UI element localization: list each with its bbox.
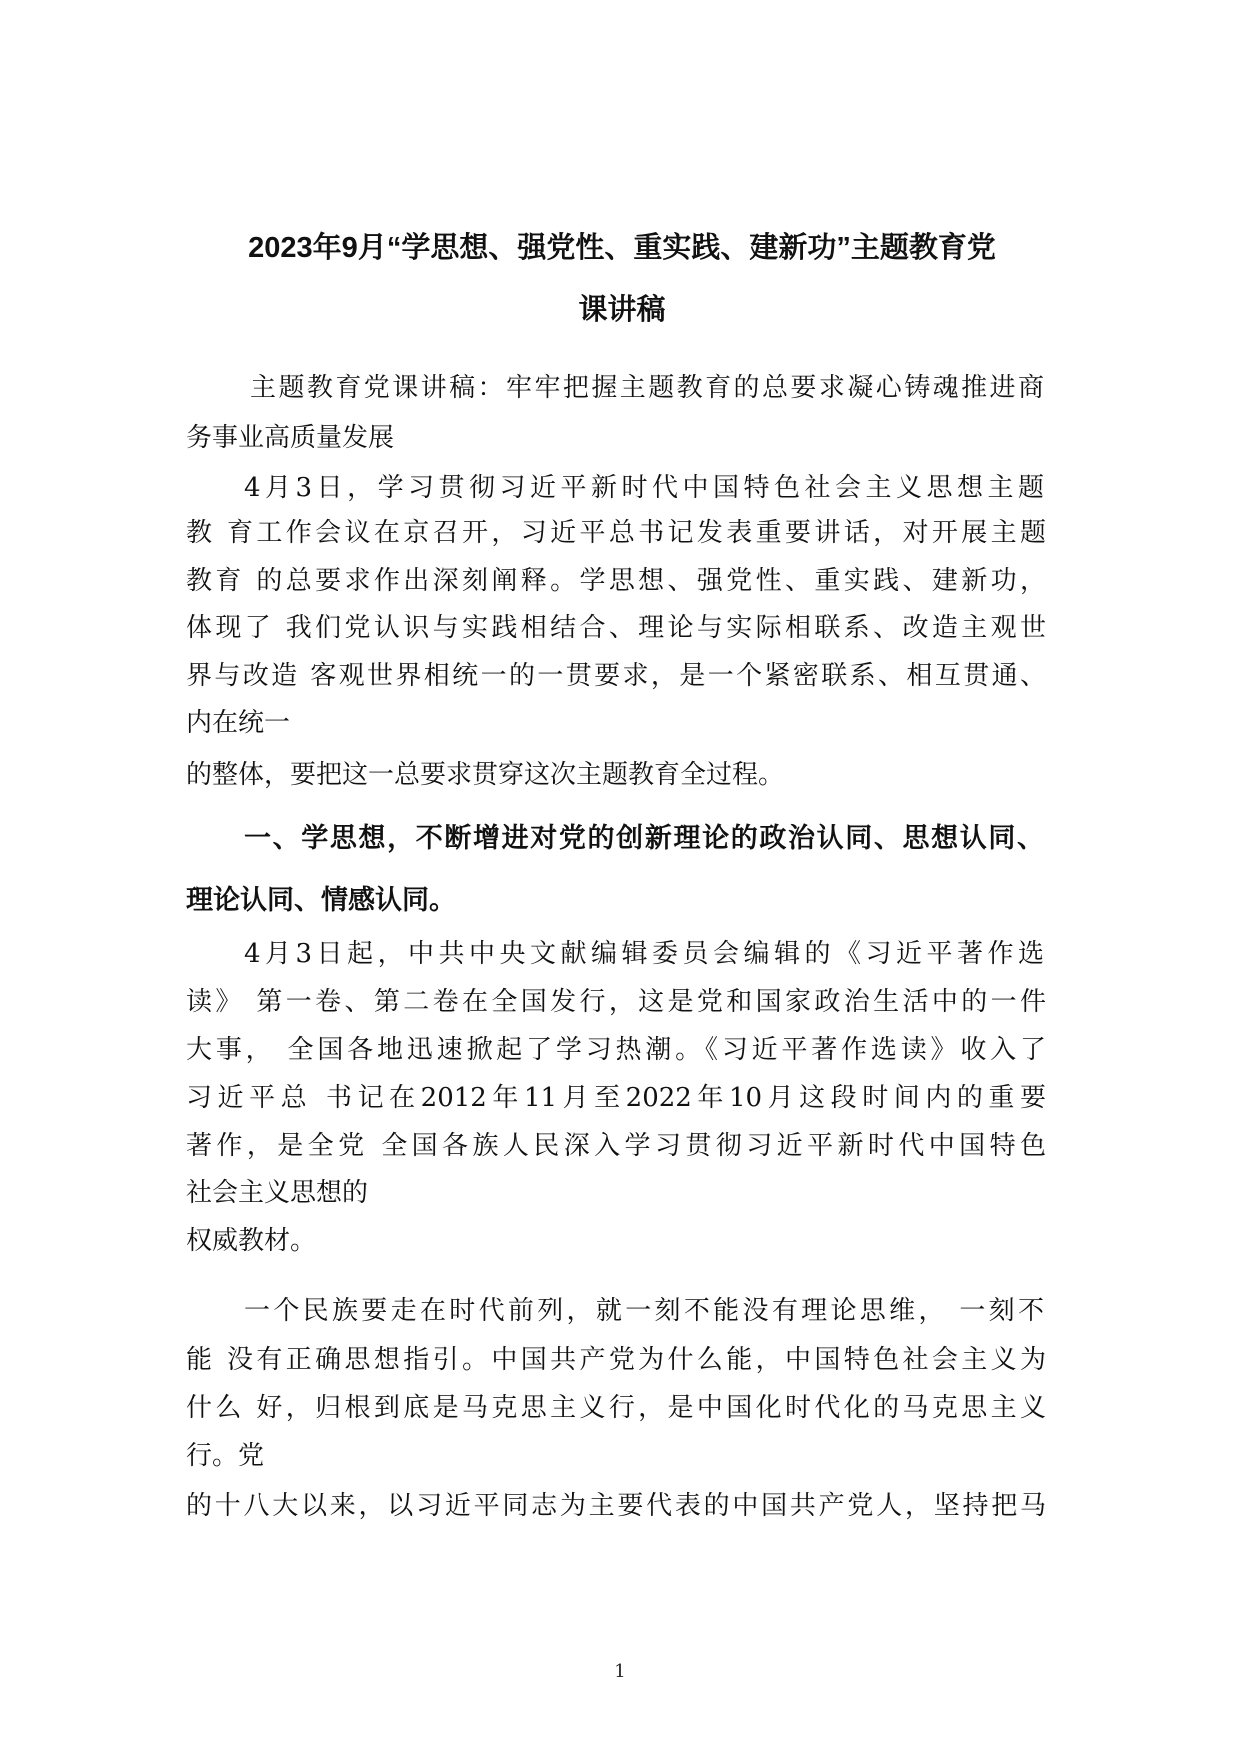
paragraph-3-line-2: 读》 第一卷、第二卷在全国发行，这是党和国家政治生活中的一件 — [186, 987, 1046, 1017]
paragraph-2-line-3: 教育 的总要求作出深刻阐释。学思想、强党性、重实践、建新功， — [186, 566, 1046, 596]
paragraph-3-line-6: 社会主义思想的 — [186, 1178, 369, 1208]
paragraph-3-line-7: 权威教材。 — [186, 1226, 317, 1256]
paragraph-3-line-1: 4月3日起，中共中央文献编辑委员会编辑的《习近平著作选 — [244, 939, 1044, 969]
paragraph-4-line-4: 行。党 — [186, 1441, 265, 1471]
paragraph-3-line-4: 习近平总 书记在2012年11月至2022年10月这段时间内的重要 — [186, 1083, 1046, 1113]
page-number: 1 — [614, 1661, 626, 1682]
paragraph-4-line-5: 的十八大以来，以习近平同志为主要代表的中国共产党人，坚持把马 — [186, 1491, 1046, 1521]
section-heading-1-line-2: 理论认同、情感认同。 — [186, 885, 456, 915]
paragraph-4-line-1: 一个民族要走在时代前列，就一刻不能没有理论思维， 一刻不 — [244, 1296, 1044, 1326]
paragraph-2-line-7: 的整体，要把这一总要求贯穿这次主题教育全过程。 — [186, 760, 785, 790]
paragraph-1-line-2: 务事业高质量发展 — [186, 423, 395, 453]
paragraph-2-line-5: 界与改造 客观世界相统一的一贯要求，是一个紧密联系、相互贯通、 — [186, 661, 1046, 691]
document-title-line-2: 课讲稿 — [578, 294, 666, 326]
paragraph-1-line-1: 主题教育党课讲稿：牢牢把握主题教育的总要求凝心铸魂推进商 — [250, 373, 1044, 403]
paragraph-4-line-2: 能 没有正确思想指引。中国共产党为什么能，中国特色社会主义为 — [186, 1345, 1046, 1375]
paragraph-2-line-2: 教 育工作会议在京召开，习近平总书记发表重要讲话，对开展主题 — [186, 518, 1046, 548]
paragraph-2-line-1: 4月3日，学习贯彻习近平新时代中国特色社会主义思想主题 — [244, 473, 1044, 503]
paragraph-2-line-4: 体现了 我们党认识与实践相结合、理论与实际相联系、改造主观世 — [186, 613, 1046, 643]
document-title-line-1: 2023年9月“学思想、强党性、重实践、建新功”主题教育党 — [248, 232, 996, 264]
paragraph-3-line-5: 著作，是全党 全国各族人民深入学习贯彻习近平新时代中国特色 — [186, 1131, 1046, 1161]
paragraph-4-line-3: 什么 好，归根到底是马克思主义行，是中国化时代化的马克思主义 — [186, 1393, 1046, 1423]
paragraph-2-line-6: 内在统一 — [186, 708, 291, 738]
paragraph-3-line-3: 大事， 全国各地迅速掀起了学习热潮。《习近平著作选读》收入了 — [186, 1035, 1046, 1065]
section-heading-1-line-1: 一、学思想，不断增进对党的创新理论的政治认同、思想认同、 — [244, 823, 1044, 853]
